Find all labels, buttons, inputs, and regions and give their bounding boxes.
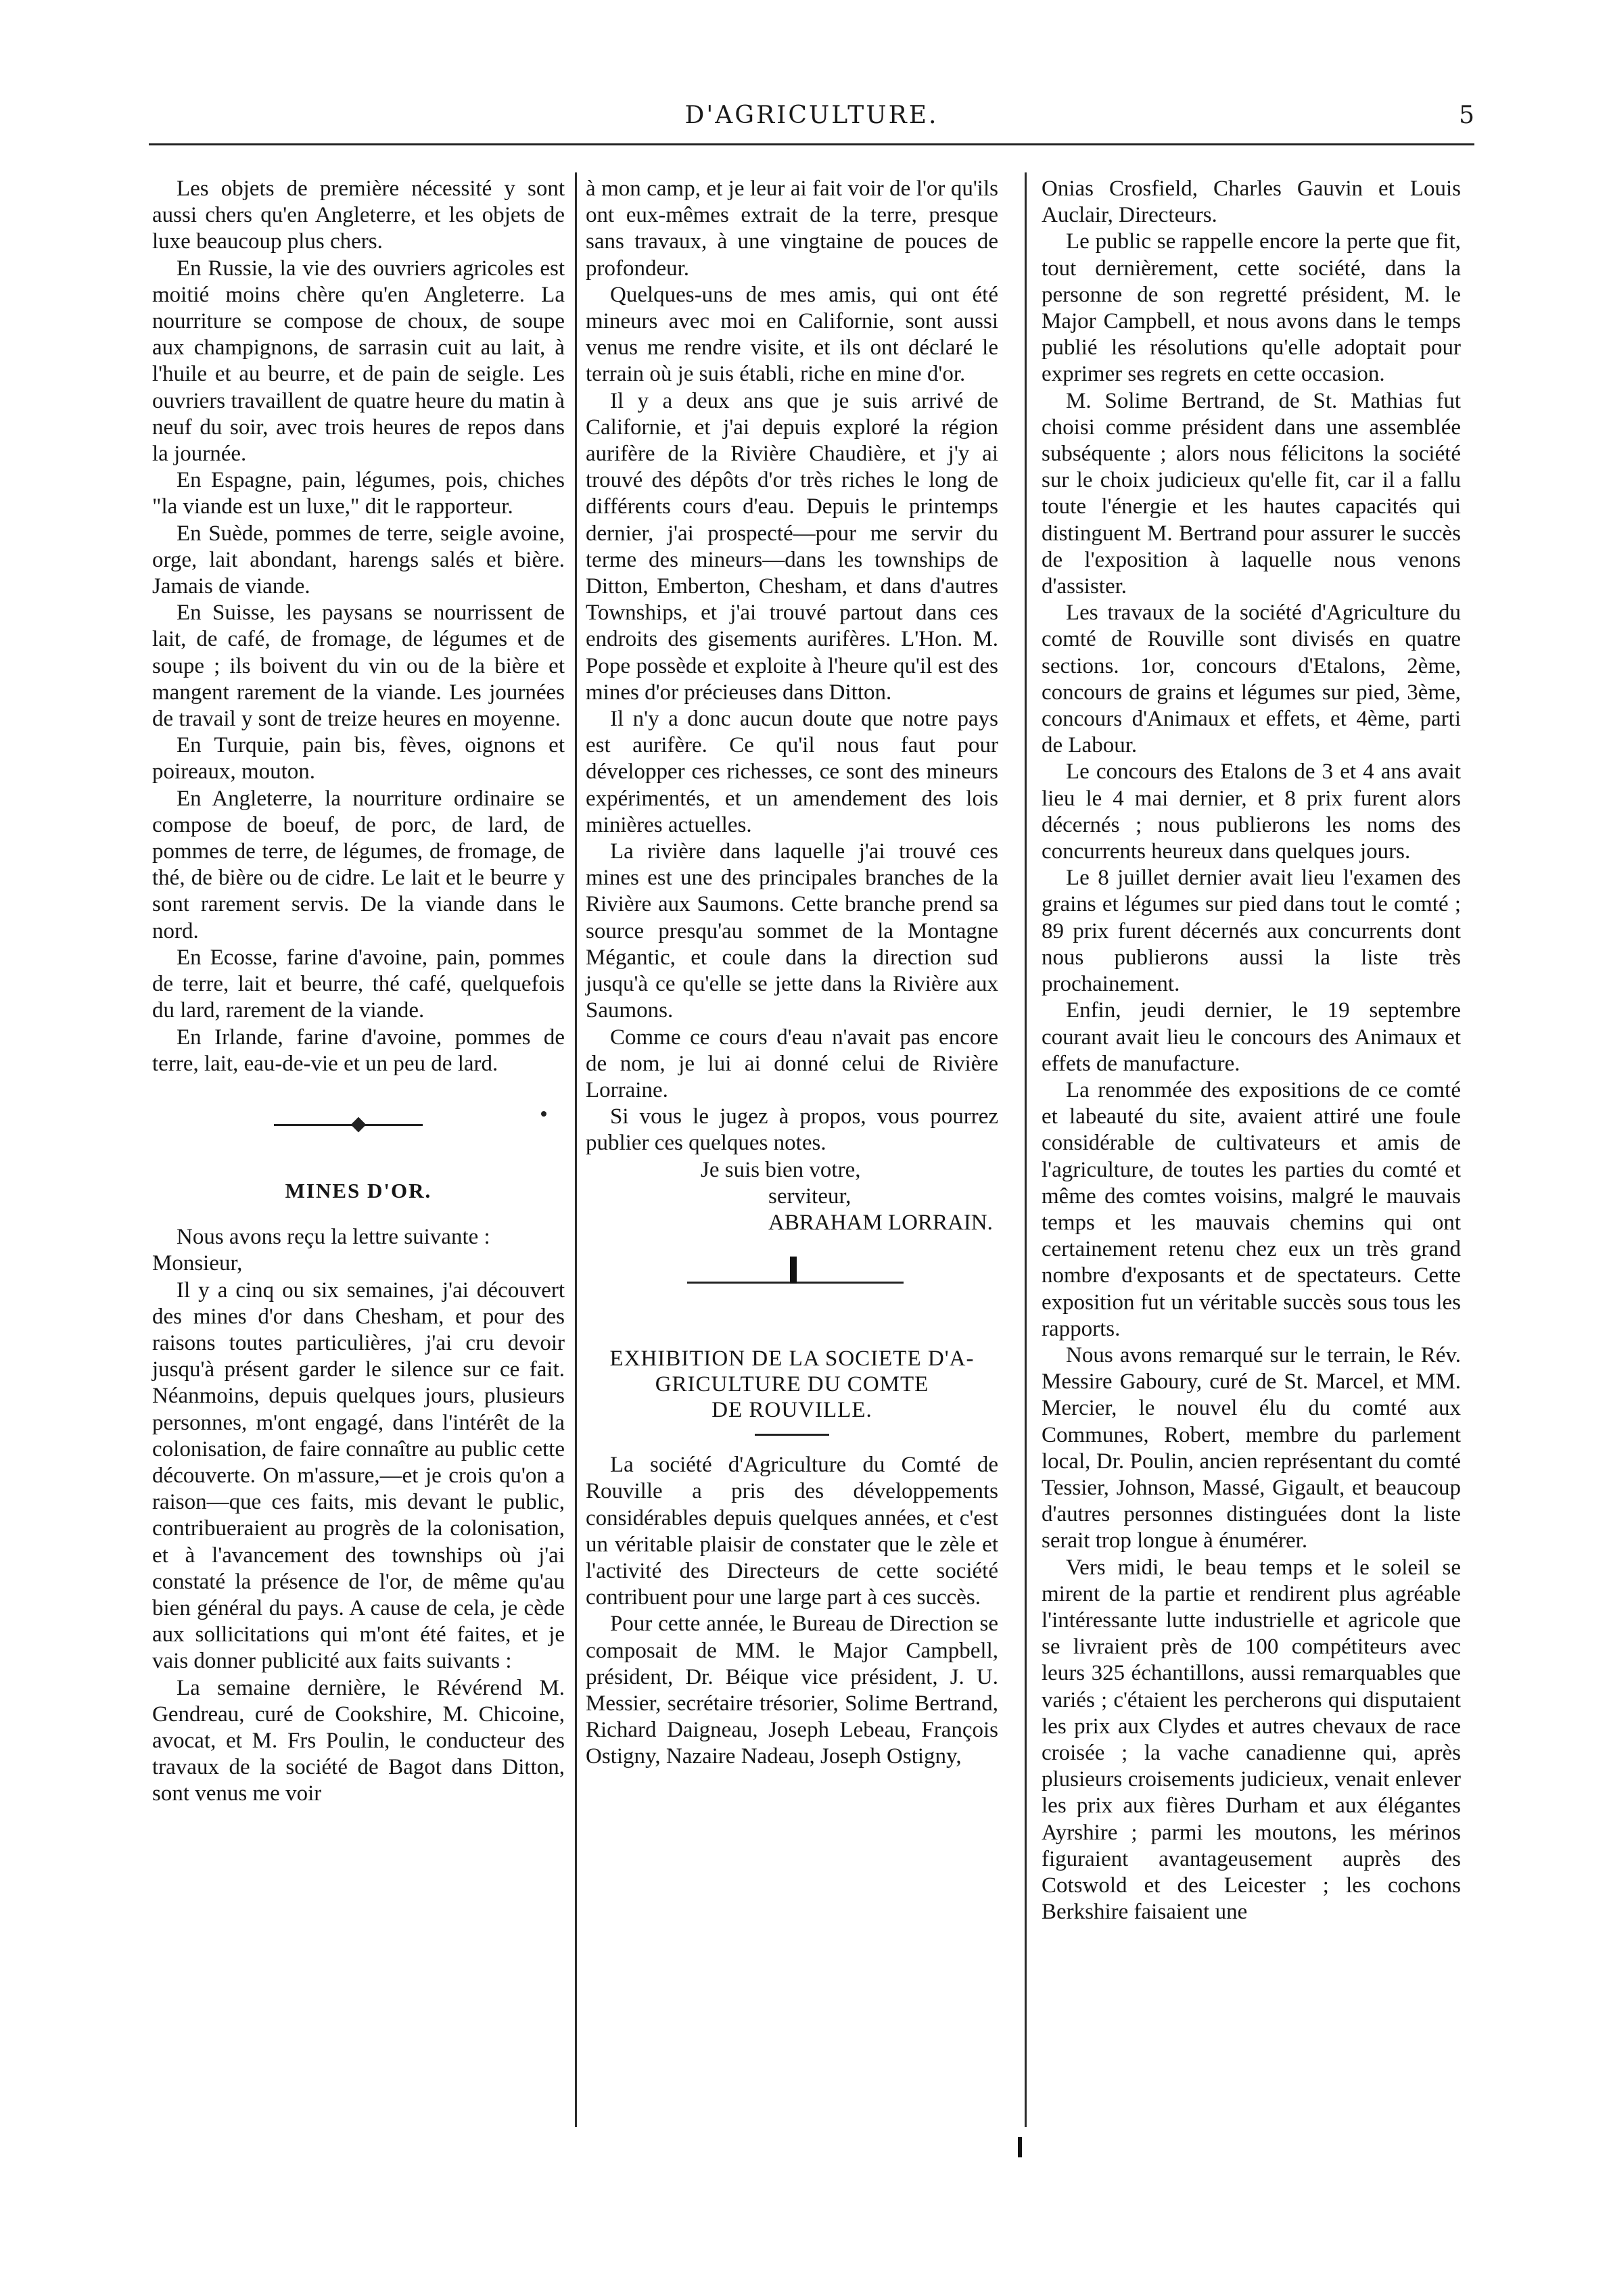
page-number: 5	[1459, 101, 1474, 129]
column-3	[1042, 176, 1461, 1925]
separator-mark	[790, 1257, 797, 1284]
paragraph: La semaine dernière, le Révérend M. Gendreau, curé de Cookshire, M. Chicoine, avocat, et M. Frs Poulin, le conducteur des travaux de la société de Bagot dans Ditton, sont venus me voir	[152, 1675, 565, 1806]
column-rule-2	[1025, 172, 1027, 2127]
paragraph: Comme ce cours d'eau n'avait pas encore de nom, je lui ai donné celui de Rivière Lorraine.	[586, 1025, 998, 1102]
salutation: Monsieur,	[152, 1251, 243, 1276]
paragraph: La société d'Agriculture du Comté de Rouville a pris des développements considérables depuis quelques années, et c'est un véritable plaisir de constater que le zèle et l'activité des Directeurs de cette société contribuent pour une large part à ces succès.	[586, 1453, 998, 1610]
paragraph: En Suède, pommes de terre, seigle avoine, orge, lait abondant, harengs salés et bière. Jamais de viande.	[152, 521, 565, 599]
heading-rule	[755, 1434, 829, 1436]
section-separator	[586, 1244, 998, 1292]
paragraph: En Turquie, pain bis, fèves, oignons et poireaux, mouton.	[152, 733, 565, 784]
paragraph: En Irlande, farine d'avoine, pommes de terre, lait, eau-de-vie et un peu de lard.	[152, 1025, 565, 1076]
paragraph: Enfin, jeudi dernier, le 19 septembre courant avait lieu le concours des Animaux et effets de manufacture.	[1042, 998, 1461, 1076]
paragraph: Le 8 juillet dernier avait lieu l'examen des grains et légumes sur pied dans tout le comté ; 89 prix furent décernés aux concurrents dont nous publierons aussi la liste très prochainement.	[1042, 866, 1461, 997]
heading-line: DE ROUVILLE.	[711, 1398, 872, 1423]
running-head	[149, 101, 1474, 142]
paragraph: Si vous le jugez à propos, vous pourrez publier ces quelques notes.	[586, 1104, 998, 1156]
paragraph: Il y a deux ans que je suis arrivé de Californie, et j'ai depuis exploré la région aurifère de la Rivière Chaudière, et j'y ai trouvé des dépôts d'or très riches le long de différents cours d'eau. Depuis le printemps dernier, j'ai prospecté—pour me servir du terme des mineurs—dans les townships de Ditton, Emberton, Chesham, et dans d'autres Townships, et j'ai trouvé partout dans ces endroits des gisements aurifères. L'Hon. M. Pope possède et exploite à l'heure qu'il est des mines d'or précieuses dans Ditton.	[586, 388, 998, 705]
paragraph: Onias Crosfield, Charles Gauvin et Louis Auclair, Directeurs.	[1042, 177, 1461, 228]
paragraph: Nous avons remarqué sur le terrain, le Rév. Messire Gaboury, curé de St. Marcel, et MM. Mercier, le nouvel élu du comté aux Communes, Robert, membre du parlement local, Dr. Poulin, ancien représentant du comté Tessier, Johnson, Massé, Gigault, et beaucoup d'autres personnes distinguées dont la liste serait trop longue à énumérer.	[1042, 1342, 1461, 1553]
column-2	[586, 176, 998, 1771]
paragraph: Les objets de première nécessité y sont aussi chers qu'en Angleterre, et les objets de luxe beaucoup plus chers.	[152, 177, 565, 254]
paragraph: Les travaux de la société d'Agriculture du comté de Rouville sont divisés en quatre sections. 1or, concours d'Etalons, 2ème, concours de grains et légumes sur pied, 3ème, concours d'Animaux et effets, et 4ème, parti de Labour.	[1042, 601, 1461, 758]
paragraph: La renommée des expositions de ce comté et labeauté du site, avaient attiré une foule considérable de cultivateurs et amis de l'agriculture, de toutes les parties du comté et même des comtes voisins, malgré le mauvais temps et les mauvais chemins qui ont certainement retenu chez eux un très grand nombre d'exposants et de spectateurs. Cette exposition fut un véritable succès sous tous les rapports.	[1042, 1077, 1461, 1341]
paragraph: La rivière dans laquelle j'ai trouvé ces mines est une des principales branches de la Rivière aux Saumons. Cette branche prend sa source presqu'au sommet de la Montagne Mégantic, et coule dans la direction sud jusqu'à ce qu'elle se jette dans la Rivière aux Saumons.	[586, 839, 998, 1023]
paragraph: En Espagne, pain, légumes, pois, chiches "la viande est un luxe," dit le rapporteur.	[152, 468, 565, 519]
paragraph: à mon camp, et je leur ai fait voir de l'or qu'ils ont eux-mêmes extrait de la terre, presque sans travaux, à une vingtaine de pouces de profondeur.	[586, 177, 998, 281]
paragraph: Il n'y a donc aucun doute que notre pays est aurifère. Ce qu'il nous faut pour développer ces richesses, ce sont des mineurs expérimentés, et un amendement des lois minières actuelles.	[586, 707, 998, 837]
paragraph: Il y a cinq ou six semaines, j'ai découvert des mines d'or dans Chesham, et pour des raisons toutes particulières, j'ai cru devoir jusqu'à présent garder le silence sur ce fait. Néanmoins, depuis quelques jours, plusieurs personnes, m'ont engagé, dans l'intérêt de la colonisation, de faire connaître au public cette découverte. On m'assure,—et je crois qu'on a raison—que ces faits, mis devant le public, contribueraient au progrès de la colonisation, et à l'avancement des townships où j'ai constaté la présence de l'or, de même qu'au bien général du pays. A cause de cela, je cède aux sollicitations qui m'ont été faites, et je vais donner publicité aux faits suivants :	[152, 1278, 565, 1674]
column-1	[152, 176, 565, 1808]
section-ornament	[152, 1111, 565, 1138]
paragraph: En Russie, la vie des ouvriers agricoles est moitié moins chère qu'en Angleterre. La nourriture se compose de choux, de soupe aux champignons, de sarrasin cuit au lait, à l'huile et au beurre, et de pain de seigle. Les ouvriers travaillent de quatre heure du matin à neuf du soir, avec trois heures de repos dans la journée.	[152, 256, 565, 467]
signature-servant: serviteur,	[768, 1184, 851, 1209]
column-rule-1	[575, 172, 577, 2127]
signature-name: ABRAHAM LORRAIN.	[768, 1210, 993, 1235]
paragraph: En Angleterre, la nourriture ordinaire se compose de boeuf, de porc, de lard, de pommes de terre, de légumes, de fromage, de thé, de bière ou de cidre. Le lait et le beurre y sont rarement servis. De la viande dans le nord.	[152, 786, 565, 943]
paragraph: M. Solime Bertrand, de St. Mathias fut choisi comme président dans une assemblée subséquente ; alors nous félicitons la société sur le choix judicieux qu'elle fit, car il a fallu toute l'énergie et les hautes capacités qui distinguent M. Bertrand pour assurer le succès de l'exposition à laquelle nous venons d'assister.	[1042, 388, 1461, 599]
paragraph: Le concours des Etalons de 3 et 4 ans avait lieu le 4 mai dernier, et 8 prix furent alors décernés ; nous publierons les noms des concurrents heureux dans quelques jours.	[1042, 759, 1461, 864]
ornament-diamond	[351, 1117, 367, 1133]
heading-line: EXHIBITION DE LA SOCIETE D'A-	[609, 1346, 975, 1372]
paragraph: Pour cette année, le Bureau de Direction se composait de MM. le Major Campbell, président, Dr. Béique vice président, J. U. Messier, secrétaire trésorier, Solime Bertrand, Richard Daigneau, Joseph Lebeau, François Ostigny, Nazaire Nadeau, Joseph Ostigny,	[586, 1612, 998, 1769]
paragraph: En Suisse, les paysans se nourrissent de lait, de café, de fromage, de légumes et de soupe ; ils boivent du vin ou de la bière et mangent rarement de la viande. Les journées de travail y sont de treize heures en moyenne.	[152, 601, 565, 732]
section-heading-mines: MINES D'OR.	[285, 1178, 432, 1202]
running-title: D'AGRICULTURE.	[684, 101, 939, 129]
heading-line: GRICULTURE DU COMTE	[655, 1372, 929, 1397]
paragraph: En Ecosse, farine d'avoine, pain, pommes de terre, lait et beurre, thé café, quelquefois du lard, rarement de la viande.	[152, 945, 565, 1023]
ornament-dot	[541, 1111, 546, 1117]
paragraph: Quelques-uns de mes amis, qui ont été mineurs avec moi en Californie, sont aussi venus me rendre visite, et ils ont déclaré le terrain où je suis établi, riche en mine d'or.	[586, 282, 998, 387]
footer-mark	[1018, 2137, 1022, 2157]
section-heading-exhibition	[586, 1346, 998, 1423]
signature-closing: Je suis bien votre,	[701, 1157, 861, 1182]
paragraph: Nous avons reçu la lettre suivante :	[177, 1225, 490, 1250]
ornament-line	[274, 1124, 423, 1126]
paragraph: Le public se rappelle encore la perte que fit, tout dernièrement, cette société, dans la personne de son regretté président, M. le Major Campbell, et nous avons dans le temps publié les résolutions qu'elle adoptait pour exprimer ses regrets en cette occasion.	[1042, 229, 1461, 387]
paragraph: Vers midi, le beau temps et le soleil se mirent de la partie et rendirent plus agréable l'intéressante lutte industrielle et agricole que se livraient près de 100 compétiteurs avec leurs 325 échantillons, aussi remarquables que variés ; c'étaient les percherons qui disputaient les prix aux Clydes et autres chevaux de race croisée ; la vache canadienne qui, après plusieurs croisements judicieux, venait enlever les prix aux fières Durham et aux élégantes Ayrshire ; parmi les moutons, les mérinos figuraient avantageusement auprès des Cotswold et des Leicester ; les cochons Berkshire faisaient une	[1042, 1555, 1461, 1925]
header-rule	[149, 143, 1474, 145]
